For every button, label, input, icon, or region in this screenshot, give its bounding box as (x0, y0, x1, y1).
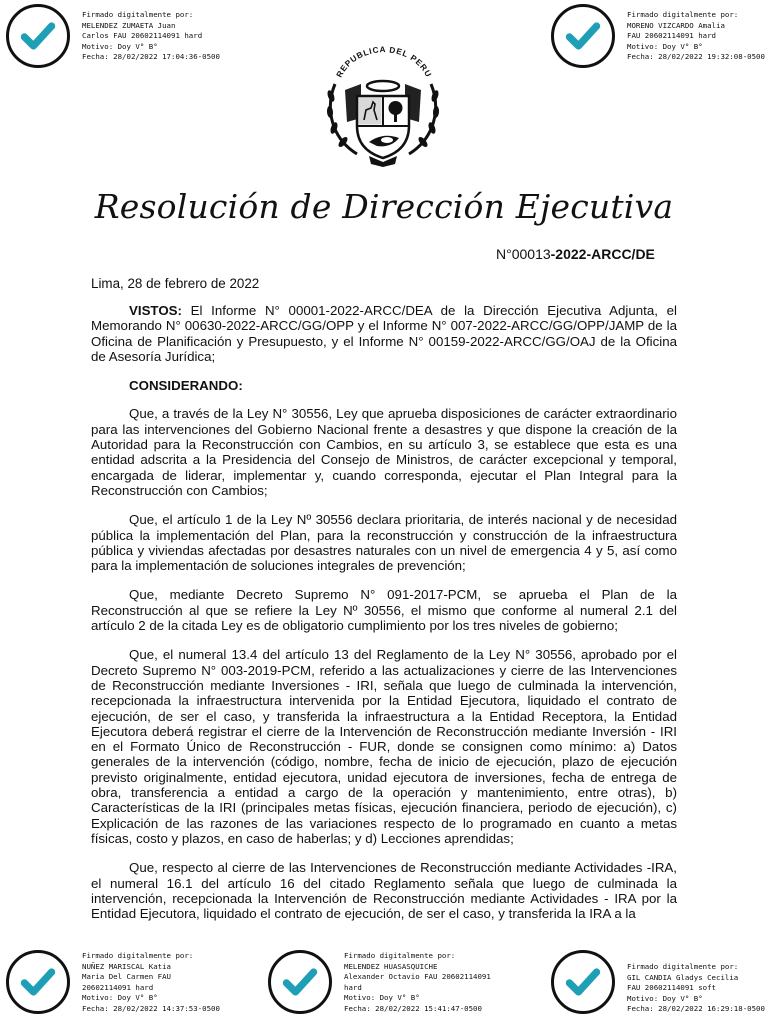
signature-stamp (551, 4, 768, 68)
checkmark-icon (551, 950, 615, 1014)
signature-text: Firmado digitalmente por: MELENDEZ ZUMAETA Juan Carlos FAU 20602114091 hard Motivo: Doy V° B° Fecha: 28/02/2022 17:04:36-0500 (82, 10, 220, 62)
signature-stamp (268, 950, 504, 1015)
seal-arc-text: REPUBLICA DEL PERU (334, 45, 434, 79)
signature-stamp (6, 950, 232, 1015)
svg-text:REPUBLICA DEL PERU (335, 45, 434, 79)
checkmark-icon (6, 950, 70, 1014)
paragraph: Que, a través de la Ley N° 30556, Ley que aprueba disposiciones de carácter extraordinario para las intervenciones del Gobierno Nacional frente a desastres y que dispone la creación de la Autoridad para la Reconstrucción con Cambios, en su artículo 3, se establece que esta es una entidad adscrita a la Presidencia del Consejo de Ministros, de carácter excepcional y temporal, encargada de liderar, implementar y, cuando corresponda, ejecutar el Plan Integral para la Reconstrucción con Cambios; (91, 406, 677, 498)
considerando-heading: CONSIDERANDO: (129, 378, 243, 394)
paragraph: Que, el artículo 1 de la Ley Nº 30556 declara prioritaria, de interés nacional y de necesidad pública la implementación del Plan, para la reconstrucción y construcción de la infraestructura pública y viviendas afectadas por desastres naturales con un nivel de emergencia 4 y 5, así como para la implementación de soluciones integrales de prevención; (91, 512, 677, 574)
vistos-paragraph (91, 303, 677, 364)
signature-text: Firmado digitalmente por: GIL CANDIA Gladys Cecilia FAU 20602114091 soft Motivo: Doy V° B° Fecha: 28/02/2022 16:29:18-0500 (627, 962, 765, 1014)
resolution-number-prefix: N°00013 (496, 246, 551, 262)
signature-stamp (6, 4, 232, 68)
coat-of-arms-seal (317, 38, 449, 170)
vistos-text: El Informe N° 00001-2022-ARCC/DEA de la Dirección Ejecutiva Adjunta, el Memorando N° 00630-2022-ARCC/GG/OPP y el Informe N° 007-2022-ARCC/GG/OPP/JAMP de la Oficina de Planificación y Presupuesto, y el Informe N° 00159-2022-ARCC/GG/OAJ de la Oficina de Asesoría Jurídica; (91, 303, 677, 364)
resolution-number-suffix: -2022-ARCC/DE (550, 246, 655, 262)
signature-text: Firmado digitalmente por: MELENDEZ HUASASQUICHE Alexander Octavio FAU 20602114091 hard Motivo: Doy V° B° Fecha: 28/02/2022 15:41:47-0500 (344, 951, 491, 1013)
signature-stamp (551, 950, 768, 1015)
place-date: Lima, 28 de febrero de 2022 (91, 276, 260, 291)
vistos-label: VISTOS: (129, 303, 182, 318)
signature-text: Firmado digitalmente por: NUÑEZ MARISCAL Katia Maria Del Carmen FAU 20602114091 hard Motivo: Doy V° B° Fecha: 28/02/2022 14:37:53-0500 (82, 951, 220, 1013)
resolution-number (496, 246, 655, 262)
signature-text: Firmado digitalmente por: MORENO VIZCARDO Amalia FAU 20602114091 hard Motivo: Doy V° B° Fecha: 28/02/2022 19:32:08-0500 (627, 10, 765, 62)
document-title: Resolución de Dirección Ejecutiva (94, 187, 674, 226)
document-body (91, 303, 677, 935)
paragraph: Que, mediante Decreto Supremo N° 091-2017-PCM, se aprueba el Plan de la Reconstrucción al que se refiere la Ley Nº 30556, el mismo que conforme al numeral 2.1 del artículo 2 de la citada Ley es de obligatorio cumplimiento por los tres niveles de gobierno; (91, 587, 677, 634)
checkmark-icon (268, 950, 332, 1014)
paragraph: Que, respecto al cierre de las Intervenciones de Reconstrucción mediante Actividades -IRA, el numeral 16.1 del artículo 16 del citado Reglamento señala que luego de culminada la intervención, recepcionada la Intervención de Reconstrucción mediante Actividades - IRA por la Entidad Ejecutora, liquidado el contrato de ejecución, de ser el caso, y transferida la IRA a la (91, 860, 677, 922)
checkmark-icon (6, 4, 70, 68)
checkmark-icon (551, 4, 615, 68)
paragraph: Que, el numeral 13.4 del artículo 13 del Reglamento de la Ley N° 30556, aprobado por el Decreto Supremo N° 003-2019-PCM, referido a las actualizaciones y cierre de las Intervenciones de Reconstrucción mediante Inversiones - IRI, señala que luego de culminada la intervención, recepcionada la infraestructura intervenida por la Entidad Ejecutora, liquidado el contrato de ejecución, de ser el caso, y transferida la infraestructura a la Entidad Receptora, la Entidad Ejecutora deberá registrar el cierre de la Intervención de Reconstrucción mediante Inversión - IRI en el Formato Único de Reconstrucción - FUR, donde se consignen como mínimo: a) Datos generales de la intervención (código, nombre, fecha de inicio de ejecución, plazo de ejecución previsto originalmente, entidad ejecutora, unidad ejecutora de inversiones, fecha de entrega de obra, transferencia a entidad a cargo de la operación y mantenimiento, entre otras), b) Características de la IRI (principales metas físicas, ejecución financiera, periodo de ejecución), c) Explicación de las razones de las variaciones respecto de lo programado en cuanto a metas físicas, costo y plazos, en caso de haberlas; y d) Lecciones aprendidas; (91, 647, 677, 846)
